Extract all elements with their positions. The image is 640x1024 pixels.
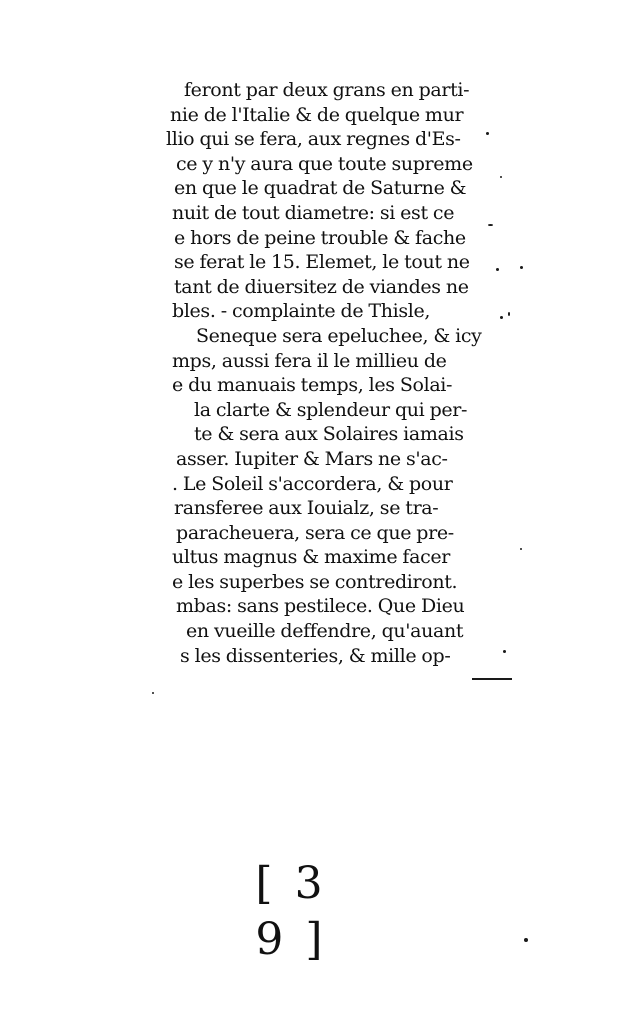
- ink-speck: [488, 224, 493, 226]
- margin-rule: [472, 678, 512, 680]
- text-line: en vueille deffendre, qu'auant: [186, 620, 464, 643]
- text-line: Seneque sera epeluchee, & icy: [196, 324, 482, 347]
- text-line: la clarte & splendeur qui per-: [194, 398, 468, 421]
- ink-speck: [500, 176, 502, 178]
- text-line: ransferee aux Iouialz, se tra-: [174, 497, 439, 520]
- ink-speck: [520, 266, 523, 269]
- text-line: paracheuera, sera ce que pre-: [176, 521, 454, 544]
- text-line: mps, aussi fera il le millieu de: [172, 349, 447, 372]
- text-line: ce y n'y aura que toute supreme: [176, 152, 473, 175]
- text-line: . Le Soleil s'accordera, & pour: [172, 472, 453, 495]
- text-line: feront par deux grans en parti-: [184, 79, 470, 101]
- ink-speck: [496, 268, 499, 271]
- page-number: [ 3 9 ]: [255, 858, 327, 965]
- text-line: ultus magnus & maxime facer: [172, 546, 451, 569]
- ink-speck: [486, 132, 489, 135]
- ink-speck: [520, 548, 522, 550]
- ink-speck: [500, 316, 503, 319]
- text-line: llio qui se fera, aux regnes d'Es-: [166, 128, 461, 151]
- text-line: e hors de peine trouble & fache: [174, 226, 466, 249]
- text-line: asser. Iupiter & Mars ne s'ac-: [176, 447, 448, 470]
- ink-speck: [524, 938, 528, 942]
- ink-speck: [152, 692, 154, 694]
- text-line: tant de diuersitez de viandes ne: [174, 275, 469, 298]
- text-line: mbas: sans pestilece. Que Dieu: [176, 595, 465, 618]
- text-line: e les superbes se contrediront.: [172, 570, 458, 593]
- text-line: en que le quadrat de Saturne &: [174, 177, 467, 200]
- ink-speck: [503, 650, 506, 653]
- ink-speck: [508, 312, 510, 316]
- text-line: nie de l'Italie & de quelque mur: [170, 103, 464, 126]
- body-text: [166, 78, 482, 668]
- text-line: se ferat le 15. Elemet, le tout ne: [174, 251, 470, 274]
- text-line: e du manuais temps, les Solai-: [172, 374, 453, 397]
- text-line: te & sera aux Solaires iamais: [194, 423, 464, 446]
- text-line: nuit de tout diametre: si est ce: [172, 201, 455, 224]
- text-line: bles. - complainte de Thisle,: [172, 300, 431, 323]
- text-line: s les dissenteries, & mille op-: [180, 644, 451, 667]
